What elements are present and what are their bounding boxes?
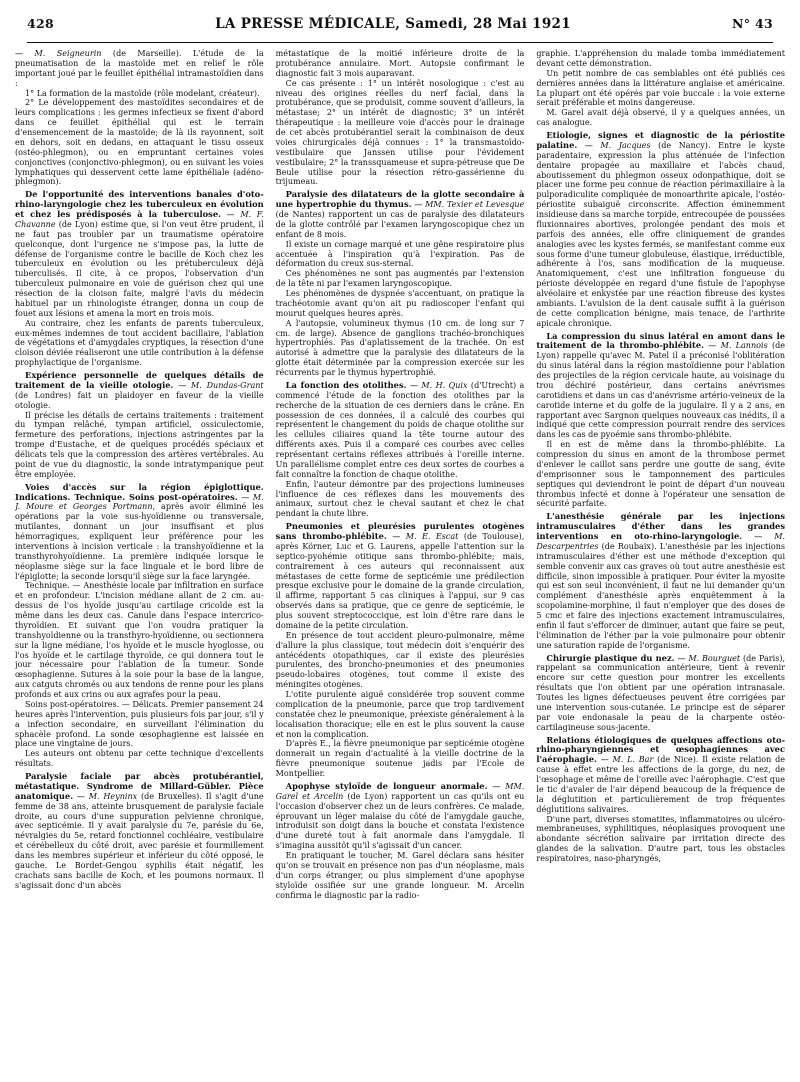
paragraph [276, 190, 525, 239]
article-heading: Pneumonies et pleurésies purulentes otogènes sans thrombo-phlébite. [275, 521, 525, 541]
paragraph [15, 190, 264, 318]
paragraph [15, 98, 264, 187]
article-author: — M. Jacques [577, 140, 651, 150]
paragraph-text: (de Lyon) estime que, si l'on veut être prudent, il ne faut pas troubler par un traumatisme opératoire quelconque, dont l'urgence ne s'impose pas, la lutte de défense de l'organisme contre le bacille de Koch chez les tuberculeux en évolution ou les prétuberculeux déjà tuberculisés. Il cite, à ce propos, l'observation d'un tuberculeux pulmonaire en voie de guérison chez qui une résection de la cloison faite, malgré l'avis du médecin habituel par un rhinologiste étranger, donna un coup de fouet aux lésions et amena la mort en trois mois. [15, 219, 264, 318]
paragraph [15, 483, 264, 582]
paragraph [15, 371, 264, 411]
paragraph-text: Ce cas présente : 1° un intérêt nosologique : c'est au niveau des origines réelles du nerf facial, dans la protubérance, que se produisit, comme souvent d'ailleurs, la métastase; 2° un intérêt de diagnostic; 3° un intérêt thérapeutique : la meilleure voie d'accès pour le drainage de cet abcès protubérantiel serait la combinaison de deux voies chirurgicales déjà connues : 1° la transmastoïdo-vestibulaire que Janssen utilise pour l'évidement vestibulaire; 2° la transsquameuse et supra-pétreuse que De Beule utilise pour la résection rétro-gassérienne du trijumeau. [275, 78, 525, 187]
paragraph-text: métastatique de la moitié inférieure droite de la protubérance annulaire. Mort. Autopsie confirmant le diagnostic fait 3 mois auparavant. [275, 49, 525, 78]
paragraph [15, 319, 264, 368]
paragraph [276, 289, 525, 319]
paragraph [536, 49, 785, 69]
paragraph-text: Enfin, l'auteur démontre par des projections lumineuses l'influence de ces réflexes dans les mouvements des animaux, surtout chez le cheval sautant et chez le chat pendant la chute libre. [275, 479, 525, 519]
page-header [27, 16, 773, 43]
paragraph-text: Technique. — Anesthésie locale par infiltration en surface et en profondeur. L'incision médiane allant de 2 cm. au-dessus de l'os hyoïde jusqu'au cartilage cricoïde est la même dans les deux cas. Canule dans l'espace intercrico-thyroïdien. Et suivant que l'on voudra pratiquer la transhyoïdienne ou la transthyro-hyoïdienne, ou sectionnera sur la ligne médiane, l'os hyoïde et le muscle hyoglosse, ou l'os hyoïde et le cartilage thyroïde, ce qui donnera tout le jour nécessaire pour l'ablation de la tumeur. Sonde œsophagienne. Sutures à la soie pour la base de la langue, aux catguts chromés ou aux tendons de renne pour les plans profonds et aux crins ou aux agrafes pour la peau. [15, 581, 264, 699]
paragraph [276, 851, 525, 900]
paragraph-text: L'otite purulente aiguë considérée trop souvent comme complication de la pneumonie, parce que trop tardivement constatée chez le pneumonique, préexiste généralement à la localisation thoracique; elle en est le plus souvent la cause et non la complication. [275, 690, 525, 739]
article-author: — M. Dundas-Grant [173, 380, 264, 390]
paragraph-text: , après avoir éliminé les opérations par la voie sus-hyoïdienne ou transversale, mutilantes, donnant un jour insuffisant et plus hémorragiques, expliquent leur préférence pour les interventions à incision verticale : la transhyoïdienne et la transthyrohyoïdienne. La première indiquée lorsque le néoplasme siège sur la face linguale et le bord libre de l'épiglotte; la seconde lorsqu'il siège sur la face laryngée. [15, 502, 264, 581]
paragraph [276, 79, 525, 188]
paragraph [536, 736, 785, 815]
article-author: — M. Bourguet [674, 653, 741, 663]
paragraph [276, 240, 525, 270]
paragraph [276, 631, 525, 690]
paragraph-text: graphie. L'appréhension du malade tomba immédiatement devant cette démonstration. [536, 49, 786, 68]
paragraph [15, 700, 264, 749]
article-heading: L'anesthésie générale par les injections intramusculaires d'éther dans les grandes interventions en oto-rhino-laryngologie. [536, 511, 786, 541]
paragraph-text: Il en est de même dans la thrombo-phlébite. La compression du sinus en amont de la thrombose permet d'enlever le caillot sans perdre une goutte de sang, évite d'emprisonner sous le tamponnement des particules septiques qui deviendront le point de départ d'un nouveau thrombus infecté et donne à l'opérateur une sensation de sécurité parfaite. [536, 440, 786, 509]
article-author: — MM. Texier et Levesque [411, 200, 525, 210]
article-author: — M. E. Escat [386, 532, 459, 541]
paragraph [15, 581, 264, 700]
paragraph [276, 319, 525, 378]
paragraph [536, 108, 785, 128]
paragraph-text: 1° La formation de la mastoïde (rôle modelant, créateur). [25, 88, 260, 98]
paragraph-text: (de Marseille). L'étude de la pneumatisation de la mastoïde met en relief le rôle important joué par le feuillet épithélial intramastoïdien dans : [15, 49, 264, 88]
article-author: — M. F. Chavanne [15, 210, 264, 229]
paragraph-text: Les phénomènes de dyspnée s'accentuant, on pratique la trachéotomie avant qu'on ait pu radioscoper l'enfant qui mourut quelques heures après. [275, 289, 525, 318]
paragraph [15, 772, 264, 891]
article-heading: Etiologie, signes et diagnostic de la périostite palatine. [536, 130, 786, 150]
paragraph [276, 381, 525, 480]
paragraph-text: M. Garel avait déjà observé, il y a quelques années, un cas analogue. [536, 108, 786, 128]
article-author: — M. Descarpentries [536, 532, 786, 551]
article-heading: La compression du sinus latéral en amont dans le traitement de la thrombo-phlébite. [536, 330, 786, 351]
article-author: — M. Seigneurin [15, 49, 102, 58]
paragraph-text: Soins post-opératoires. — Délicats. Premier pansement 24 heures après l'intervention, puis plusieurs fois par jour, s'il y a infection secondaire, en surveillant l'élimination du sphacèle profond. La sonde œsophagienne est laissée en place une vingtaine de jours. [15, 699, 264, 749]
article-columns [15, 49, 785, 1079]
article-author: — M. Heyninx [73, 791, 138, 801]
paragraph [536, 131, 785, 329]
paragraph [536, 332, 785, 441]
column-middle [276, 49, 525, 1079]
paragraph-text: Un petit nombre de cas semblables ont été publiés ces dernières années dans la littérature anglaise et américaine. La plupart ont été opérés par voie buccale : la voie externe serait préférable et moins dangereuse. [536, 68, 786, 108]
page-number: 428 [27, 16, 54, 31]
paragraph-text: (de Nice). Il existe relation de cause à effet entre les affections de la gorge, du nez, de l'œsophage et même de l'oreille avec l'aérophagie. C'est que le tic d'avaler de l'air dépend beaucoup de la fréquence de la déglutition et particulièrement de trop fréquentes déglutitions salivaires. [536, 755, 786, 814]
paragraph [536, 440, 785, 509]
paragraph [276, 269, 525, 289]
paragraph-text: (de Lyon) rappelle qu'avec M. Patel il a préconisé l'oblitération du sinus latéral dans la région mastoïdienne pour l'ablation des projectiles de la région cervicale haute, au voisinage du trou déchiré postérieur, dans certains anévrismes carotidiens et dans un cas d'anévrisme artério-veineux de la carotide interne et du golfe de la jugulaire. Il y a 2 ans, en rapportant avec Sargnon quelques nouveaux cas inédits, il a indiqué que cette compression pourrait rendre des services dans les cas de pyoémie sans thrombo-phlébite. [536, 341, 786, 440]
paragraph-text: (de Nantes) rapportent un cas de paralysie des dilatateurs de la glotte contrôlé par l'examen laryngoscopique chez un enfant de 8 mois. [275, 210, 525, 239]
article-heading: La fonction des otolithes. [285, 379, 407, 390]
paragraph [536, 815, 785, 864]
paragraph-text: (de Lyon) rapportent un cas qu'ils ont eu l'occasion d'observer chez un de leurs confrères. Ce malade, éprouvant un léger malaise du côté de l'amygdale gauche, introduisit son doigt dans la bouche et constata l'existence d'une dureté tout à fait anormale dans l'amygdale. Il s'imagina aussitôt qu'il s'agissait d'un cancer. [275, 791, 525, 851]
paragraph [15, 89, 264, 99]
article-heading: Expérience personnelle de quelques détails de traitement de la vieille otologie. [15, 370, 264, 390]
paragraph [536, 69, 785, 109]
article-heading: Paralysie faciale par abcès protubérantiel, métastatique. Syndrome de Millard-Gübler. Pièce anatomique. [15, 771, 264, 801]
paragraph-text: (de Londres) fait un plaidoyer en faveur de la vieille otologie. [15, 390, 264, 410]
paragraph-text: En présence de tout accident pleuro-pulmonaire, même d'allure la plus classique, tout médecin doit s'enquérir des antécédents otopathiques, car il existe des pleurésies purulentes, des broncho-pneumonies et des pneumonies pseudo-lobaires otogènes, tout comme il existe des méningites otogènes. [275, 630, 525, 690]
paragraph-text: (de Paris), rappelant sa communication antérieure, tient à revenir encore sur cette question pour montrer les excellents résultats que l'on obtient par une opération intranasale. Toutes les lignes défectueuses peuvent être corrigées par une intervention sous-cutanée. Le principe est de séparer par voie endonasale la peau de la charpente ostéo-cartilagineuse sous-jacente. [536, 653, 786, 732]
paragraph-text: Il précise les détails de certains traitements : traitement du tympan relâché, tympan artificiel, ossiculectomie, fermeture des perforations, injections astringentes par la trompe d'Eustache, et de quelques procédés spéciaux et délicats tels que la compression des artères vertébrales. Au point de vue du diagnostic, la sonde intratympanique peut être employée. [15, 410, 264, 479]
journal-title: LA PRESSE MÉDICALE, Samedi, 28 Mai 1921 [215, 16, 571, 32]
paragraph-text: D'après E., la fièvre pneumonique par septicémie otogène donnerait un regain d'actualité à la vieille doctrine de la fièvre pneumonique soutenue jadis par l'Ecole de Montpellier. [275, 739, 525, 778]
paragraph [536, 512, 785, 650]
article-heading: Voies d'accès sur la région épiglottique. Indications. Technique. Soins post-opératoires. [15, 481, 264, 502]
paragraph-text: En pratiquant le toucher, M. Garel déclara sans hésiter qu'on se trouvait en présence non pas d'un néoplasme, mais d'un corps étranger, ou plus simplement d'une apophyse styloïde ossifiée sur une grande longueur. M. Arcelin confirma le diagnostic par la radio- [275, 851, 525, 900]
paragraph [276, 739, 525, 779]
paragraph-text: 2° Le développement des mastoïdites secondaires et de leurs complications : les germes infectieux se fixent d'abord dans ce feuillet épithélial qui est le terrain d'ensemencement de la mastoïde; de là ils rayonnent, soit en dehors, soit en dedans, en attaquant le tissu osseux (ostéo-phlegmon), ou en empruntant certaines voies conjonctives (conjonctivo-phlegmon), ou en suivant les voies lymphatiques qui desservent cette lame épithéliale (adéno-phlegmon). [15, 98, 264, 187]
paragraph-text: Il existe un cornage marqué et une gêne respiratoire plus accentuée à l'inspiration qu'à l'expiration. Pas de déformation du creux sus-sternal. [275, 239, 525, 269]
paragraph [276, 49, 525, 79]
paragraph [276, 690, 525, 739]
article-author: — M. L. Bar [596, 755, 654, 765]
paragraph-text: (de Bruxelles). Il s'agit d'une femme de 38 ans, atteinte brusquement de paralysie faciale droite, au cours d'une suppuration pelvienne chronique, avec septicémie. Il y avait paralysie du 7e, parésie du 6e, névralgies du 5e, retard fonctionnel cochléaire, vestibulaire et cérébelleux du côté droit, avec parésie et fourmillement dans les membres supérieur et inférieur du côté opposé, le gauche. Le Bordet-Gengou syphilis était négatif, les crachats sans bacille de Koch, et les poumons normaux. Il s'agissait donc d'un abcès [15, 791, 264, 890]
paragraph-text: Au contraire, chez les enfants de parents tuberculeux, eux-mêmes indemnes de tout accident bacillaire, l'ablation de végétations et d'amygdales cryptiques, la résection d'une cloison déviée réaliseront une utile contribution à la défense prophylactique de l'organisme. [15, 318, 264, 368]
article-heading: De l'opportunité des interventions banales d'oto-rhino-laryngologie chez les tuberculeux en évolution et chez les prédisposés à la tuberculose. [15, 189, 264, 219]
paragraph [15, 49, 264, 89]
column-right [536, 49, 785, 1079]
paragraph [15, 411, 264, 480]
paragraph-text: (de Roubaix). L'anesthésie par les injections intramusculaires d'éther est une méthode d'exception qui semble convenir aux cas graves où tout autre anesthésie est difficile, sinon impossible à pratiquer. Pour éviter la myosite qui est son seul inconvénient, il faut ne lui demander qu'un complément d'anesthésie après enquêtemment à la scopolamine-morphine, il faut n'employer que des doses de 5 cmc et faire des injections exactement intramusculaires, enfin il faut s'efforcer de diminuer, autant que faire se peut, l'élimination de l'éther par la voie pulmonaire pour obtenir une saturation rapide de l'organisme. [536, 541, 786, 650]
issue-number: N° 43 [732, 16, 773, 31]
article-author: — MM. Garel et Arcelin [275, 781, 525, 801]
paragraph [276, 782, 525, 851]
paragraph-text: Les auteurs ont obtenu par cette technique d'excellents résultats. [15, 749, 264, 769]
paragraph-text: D'une part, diverses stomatites, inflammatoires ou ulcéro-membraneuses, syphilitiques, néoplasiques provoquent une abondante sécrétion salivaire par irritation directe des glandes de la salivation. D'autre part, tous les obstacles respiratoires, naso-pharyngés, [536, 814, 786, 863]
paragraph-text: Ces phénomènes ne sont pas augmentés par l'extension de la tête ni par l'examen laryngoscopique. [275, 269, 525, 289]
article-heading: Chirurgie plastique du nez. [546, 652, 675, 663]
article-heading: Paralysie des dilatateurs de la glotte secondaire à une hypertrophie du thymus. [275, 189, 525, 210]
article-author: — M. J. Moure et Georges Portmann [15, 492, 264, 512]
article-author: — M. H. Quix [406, 380, 468, 390]
paragraph-text: (d'Utrecht) a commencé l'étude de la fonction des otolithes par la recherche de la situation de ces derniers dans le crâne. En possession de ces données, il a calculé des courbes qui représentent le changement du poids de chaque otolithe sur les cellules ciliaires quand la tête tourne autour des différents axes. Puis il a comparé ces courbes avec celles représentant certains réflexes attribués à l'oreille interne. Un parallélisme complet entre ces deux sortes de courbes a fait connaître la fonction de chaque otolithe. [275, 380, 525, 479]
paragraph [15, 749, 264, 769]
paragraph [276, 480, 525, 520]
article-heading: Relations étiologiques de quelques affections oto-rhino-pharyngiennes et œsophagiennes avec l'aérophagie. [536, 734, 786, 765]
paragraph-text: (de Toulouse), après Körner, Luc et G. Laurens, appelle l'attention sur la septico-pyohémie otitique sans thrombo-phlébite; mais, contrairement à ces auteurs qui reconnaissent aux métastases de cette forme de septicémie une prédilection presque exclusive pour le domaine de la grande circulation, il affirme, rapportant 5 cas cliniques à l'appui, sur 9 cas observés dans sa pratique, que ce genre de septicémie, le plus souvent streptococcique, est loin d'être rare dans le domaine de la petite circulation. [275, 532, 525, 630]
paragraph-text: A l'autopsie, volumineux thymus (10 cm. de long sur 7 cm. de large). Absence de ganglions trachéo-bronchiques hypertrophiés. Pas d'aplatissement de la trachée. On est autorisé à admettre que la paralysie des dilatateurs de la glotte était déterminée par la compression exercée sur les récurrents par le thymus hypertrophié. [275, 318, 525, 377]
column-left [15, 49, 264, 1079]
article-heading: Apophyse styloïde de longueur anormale. [285, 780, 488, 791]
article-author: — M. Lannois [704, 341, 768, 351]
paragraph-text: (de Nancy). Entre le kyste paradentaire, expression la plus atténuée de l'infection dentaire propagée au maxillaire et l'abcès chaud, aboutissement du phlegmon osseux odonpathique, doit se placer une forme peu connue de réaction périmaxillaire à la pulporadiculite compliquée de monoarthrite apicale, l'ostéo-périostite subaiguë circonscrite. Affection éminemment insidieuse dans sa marche torpide, entrecoupée de poussées fluxionnaires abortives, prolongée pendant des mois et parfois des années, elle offre cliniquement de grandes analogies avec les kystes fermés, se manifestant comme eux sous forme d'une tumeur globuleuse, élastique, irréductible, adhérente à l'os, sans modification de la muqueuse. Anatomiquement, c'est une infiltration fongueuse du périoste développée en regard d'une fistule de l'apophyse alvéolaire et enkystée par une réaction fibreuse des kystes ambiants. L'avulsion de la dent causale suffit à la guérison de cette complication bénigne, mais tenace, de l'arthrite apicale chronique. [536, 140, 786, 328]
paragraph [276, 522, 525, 631]
paragraph [536, 654, 785, 733]
